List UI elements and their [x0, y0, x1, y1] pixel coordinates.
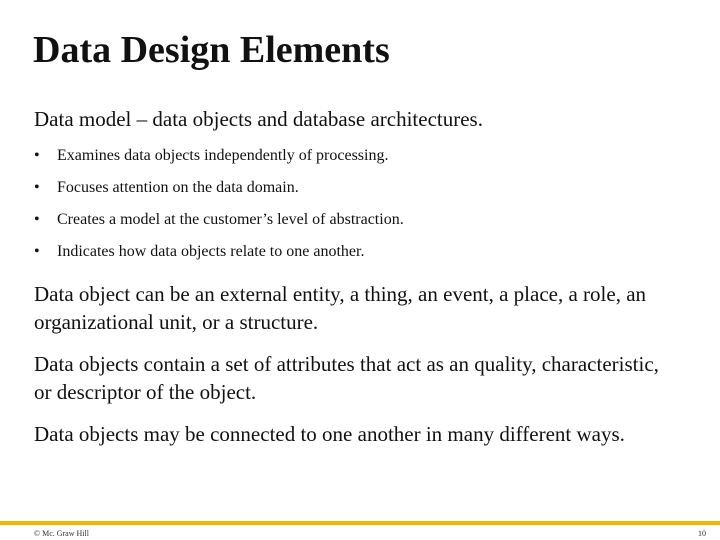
bullet-icon: • — [34, 211, 40, 228]
bullet-text: Focuses attention on the data domain. — [57, 179, 299, 196]
paragraph-attributes: Data objects contain a set of attributes that act as an quality, characteristic, or descriptor of the object. — [34, 352, 659, 404]
bullet-item — [34, 236, 694, 268]
bullet-icon: • — [34, 147, 40, 164]
footer-page-number: 10 — [698, 529, 706, 538]
footer-accent-bar — [0, 521, 720, 525]
slide-content — [34, 105, 694, 462]
bullet-item — [34, 172, 694, 204]
paragraph-data-object: Data object can be an external entity, a thing, an event, a place, a role, an organizational unit, or a structure. — [34, 282, 647, 334]
bullet-icon: • — [34, 243, 40, 260]
bullet-list — [34, 140, 694, 268]
bullet-text: Examines data objects independently of processing. — [57, 147, 389, 164]
bullet-text: Creates a model at the customer’s level of abstraction. — [57, 211, 404, 228]
bullet-icon: • — [34, 179, 40, 196]
footer-copyright: © Mc. Graw Hill — [34, 529, 89, 538]
bullet-text: Indicates how data objects relate to one another. — [57, 243, 365, 260]
bullet-item — [34, 204, 694, 236]
paragraph-connections: Data objects may be connected to one another in many different ways. — [34, 422, 625, 446]
lead-text: Data model – data objects and database architectures. — [34, 107, 483, 131]
slide-title: Data Design Elements — [33, 29, 390, 71]
bullet-item — [34, 140, 694, 172]
